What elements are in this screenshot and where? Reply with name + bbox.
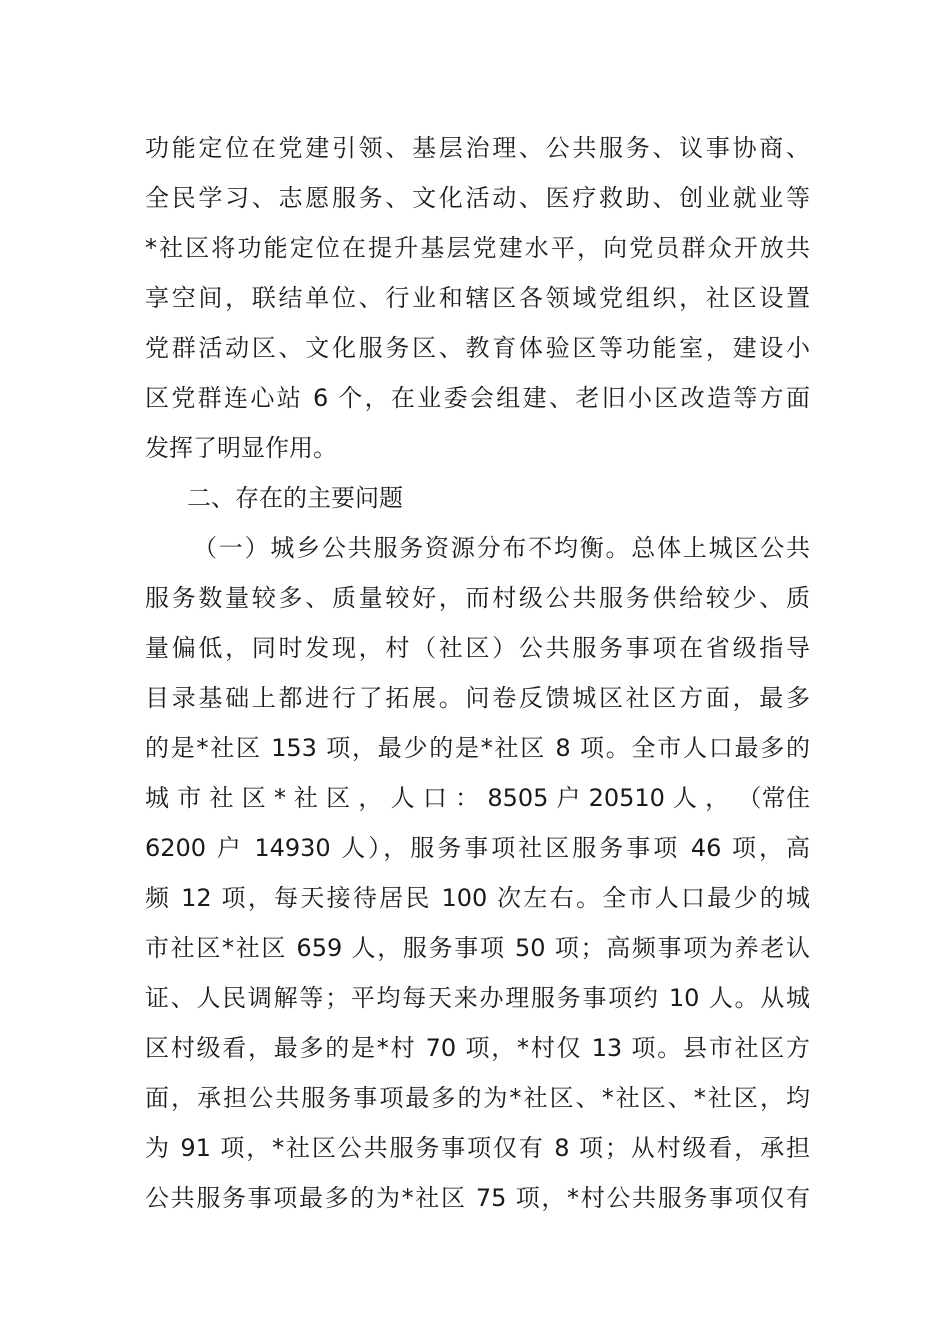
paragraph-line: 证、人民调解等；平均每天来办理服务事项约 10 人。从城 [145,984,810,1012]
paragraph-line: 频 12 项，每天接待居民 100 次左右。全市人口最少的城 [145,884,810,912]
paragraph-line: 6200 户 14930 人），服务事项社区服务事项 46 项，高 [145,834,810,862]
paragraph-line: 享空间，联结单位、行业和辖区各领域党组织，社区设置 [145,284,810,312]
paragraph-line: 党群活动区、文化服务区、教育体验区等功能室，建设小 [145,334,810,362]
paragraph-line: 市社区*社区 659 人，服务事项 50 项；高频事项为养老认 [145,934,810,962]
paragraph-line: 城 市 社 区 * 社 区 ， 人 口 ： 8505 户 20510 人 ， （常住 [145,784,810,812]
paragraph-line: 区村级看，最多的是*村 70 项，*村仅 13 项。县市社区方 [145,1034,810,1062]
paragraph-line: 的是*社区 153 项，最少的是*社区 8 项。全市人口最多的 [145,734,810,762]
subsection-heading-line: （一）城乡公共服务资源分布不均衡。总体上城区公共 [193,534,810,562]
paragraph-line: 功能定位在党建引领、基层治理、公共服务、议事协商、 [145,134,810,162]
section-heading: 二、存在的主要问题 [187,484,403,512]
paragraph-line: 为 91 项，*社区公共服务事项仅有 8 项；从村级看，承担 [145,1134,810,1162]
paragraph-line: 量偏低，同时发现，村（社区）公共服务事项在省级指导 [145,634,810,662]
paragraph-line: 全民学习、志愿服务、文化活动、医疗救助、创业就业等 [145,184,810,212]
paragraph-line: 服务数量较多、质量较好，而村级公共服务供给较少、质 [145,584,810,612]
paragraph-line: 区党群连心站 6 个，在业委会组建、老旧小区改造等方面 [145,384,810,412]
document-body [145,123,810,1223]
paragraph-line: 公共服务事项最多的为*社区 75 项，*村公共服务事项仅有 [145,1184,810,1212]
paragraph-line: 目录基础上都进行了拓展。问卷反馈城区社区方面，最多 [145,684,810,712]
paragraph-line: *社区将功能定位在提升基层党建水平，向党员群众开放共 [145,234,810,262]
paragraph-line: 发挥了明显作用。 [145,434,337,462]
paragraph-line: 面，承担公共服务事项最多的为*社区、*社区、*社区，均 [145,1084,810,1112]
